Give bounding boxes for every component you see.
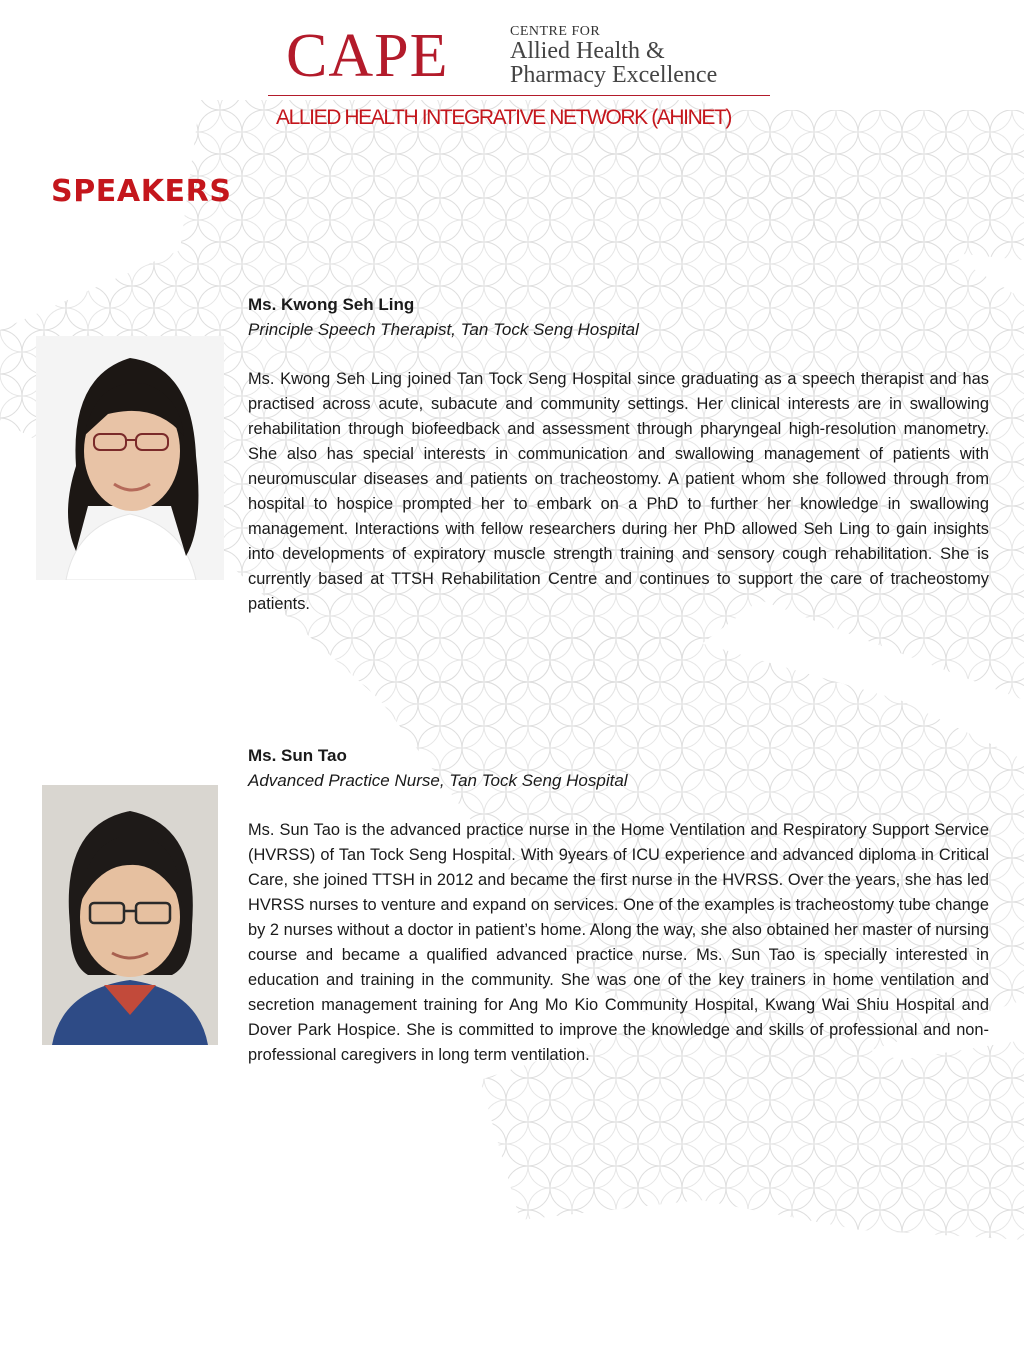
logo-line-3: Pharmacy Excellence	[510, 62, 718, 88]
logo-wordmark: CAPE	[286, 22, 449, 90]
cape-logo	[286, 22, 756, 90]
section-title: SPEAKERS	[51, 174, 232, 209]
logo-line-1: CENTRE FOR	[510, 24, 601, 39]
speaker-bio: Ms. Sun Tao is the advanced practice nurse in the Home Ventilation and Respiratory Support Service (HVRSS) of Tan Tock Seng Hospital. With 9years of ICU experience and advanced diploma in Critical Care, she joined TTSH in 2012 and became the first nurse in the HVRSS. Over the years, she has led HVRSS nurses to venture and expand on services. One of the examples is tracheostomy tube change by 2 nurses without a doctor in patient’s home. Along the way, she also obtained her master of nursing course and became a qualified advanced practice nurse. Ms. Sun Tao is specially interested in education and training in the community. She was one of the key trainers in home ventilation and secretion management training for Ang Mo Kio Community Hospital, Kwang Wai Shiu Hospital and Dover Park Hospice. She is committed to improve the knowledge and skills of professional and non-professional caregivers in long term ventilation.	[248, 821, 989, 1064]
logo-tagline	[510, 24, 717, 87]
speaker-name: Ms. Sun Tao	[248, 746, 347, 765]
speaker-role: Principle Speech Therapist, Tan Tock Seng Hospital	[248, 320, 639, 339]
speaker-bio: Ms. Kwong Seh Ling joined Tan Tock Seng Hospital since graduating as a speech therapist and has practised across acute, subacute and community settings. Her clinical interests are in swallowing rehabilitation through biofeedback and assessment through pharyngeal high-resolution manometry. She also has special interests in communication and swallowing management of patients with neuromuscular diseases and patients on tracheostomy. A patient whom she followed through from hospital to hospice prompted her to embark on a PhD to further her knowledge in swallowing management. Interactions with fellow researchers during her PhD allowed Seh Ling to gain insights into developments of expiratory muscle strength training and sensory cough rehabilitation. She is currently based at TTSH Rehabilitation Centre and continues to support the care of tracheostomy patients.	[248, 370, 989, 613]
speaker-name: Ms. Kwong Seh Ling	[248, 295, 415, 314]
speaker-photo-sun	[42, 785, 218, 1045]
logo-line-2: Allied Health &	[510, 38, 665, 64]
speaker-photo-kwong	[36, 336, 224, 580]
header-divider	[268, 95, 770, 96]
network-title: ALLIED HEALTH INTEGRATIVE NETWORK (AHINET)	[276, 106, 731, 129]
speaker-role: Advanced Practice Nurse, Tan Tock Seng Hospital	[248, 771, 628, 790]
